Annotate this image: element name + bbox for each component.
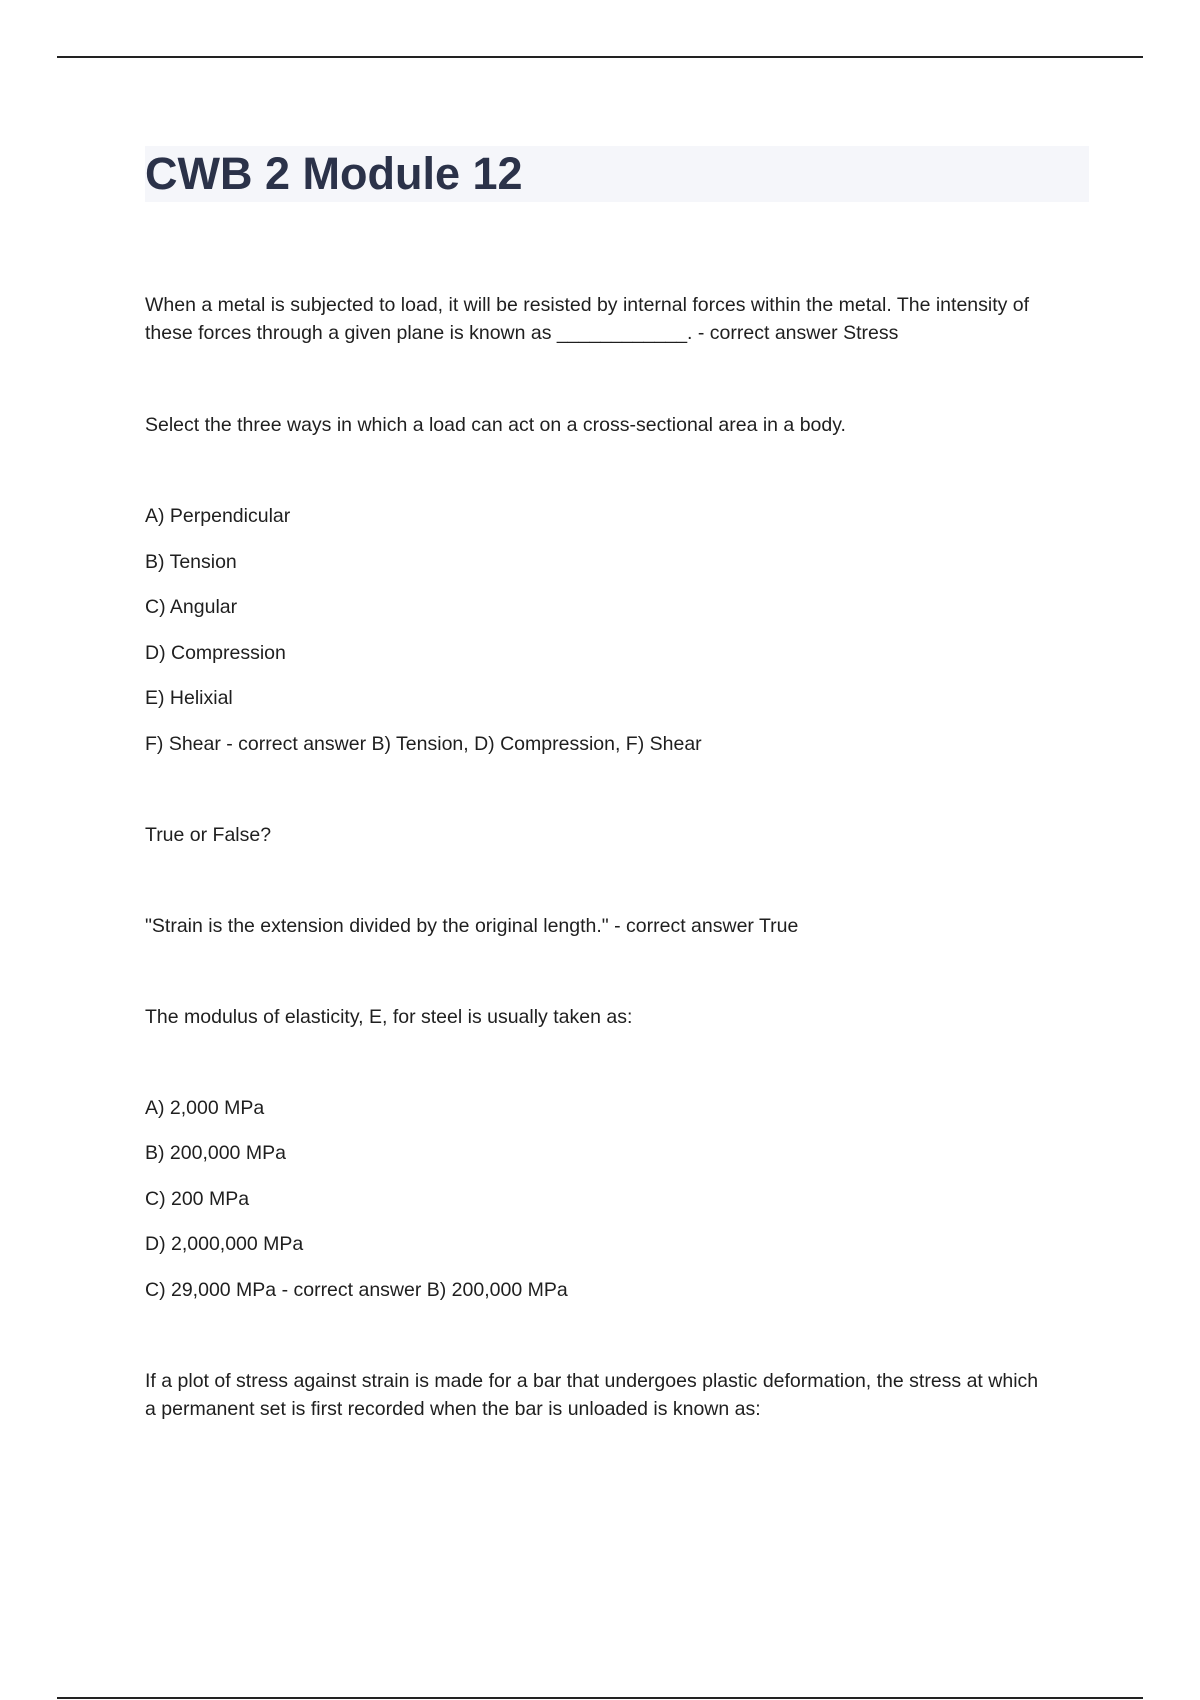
question-3-prompt: True or False?	[145, 824, 272, 846]
question-5-line-2: a permanent set is first recorded when the bar is unloaded is known as:	[145, 1398, 761, 1420]
top-rule	[57, 56, 1143, 58]
question-2-option-a: A) Perpendicular	[145, 505, 291, 527]
question-4-option-answer: C) 29,000 MPa - correct answer B) 200,000 MPa	[145, 1279, 568, 1301]
question-5-line-1: If a plot of stress against strain is made for a bar that undergoes plastic deformation, the stress at which	[145, 1370, 1039, 1392]
question-1-line-2: these forces through a given plane is known as ____________. - correct answer Stress	[145, 322, 899, 344]
question-1-line-1: When a metal is subjected to load, it will be resisted by internal forces within the metal. The intensity of	[145, 294, 1030, 316]
question-4-option-b: B) 200,000 MPa	[145, 1142, 286, 1164]
question-4-option-a: A) 2,000 MPa	[145, 1097, 265, 1119]
question-4-option-d: D) 2,000,000 MPa	[145, 1233, 304, 1255]
question-2-option-f-answer: F) Shear - correct answer B) Tension, D) Compression, F) Shear	[145, 733, 702, 755]
page-title: CWB 2 Module 12	[145, 148, 523, 199]
question-2-option-c: C) Angular	[145, 596, 238, 618]
question-4-prompt: The modulus of elasticity, E, for steel is usually taken as:	[145, 1006, 633, 1028]
question-2-option-d: D) Compression	[145, 642, 286, 664]
question-3-answer: "Strain is the extension divided by the original length." - correct answer True	[145, 915, 799, 937]
question-4-option-c: C) 200 MPa	[145, 1188, 250, 1210]
question-2-option-b: B) Tension	[145, 551, 237, 573]
bottom-rule	[57, 1697, 1143, 1699]
question-2-option-e: E) Helixial	[145, 687, 233, 709]
question-2-prompt: Select the three ways in which a load can act on a cross-sectional area in a body.	[145, 414, 846, 436]
title-bar	[145, 146, 1089, 202]
